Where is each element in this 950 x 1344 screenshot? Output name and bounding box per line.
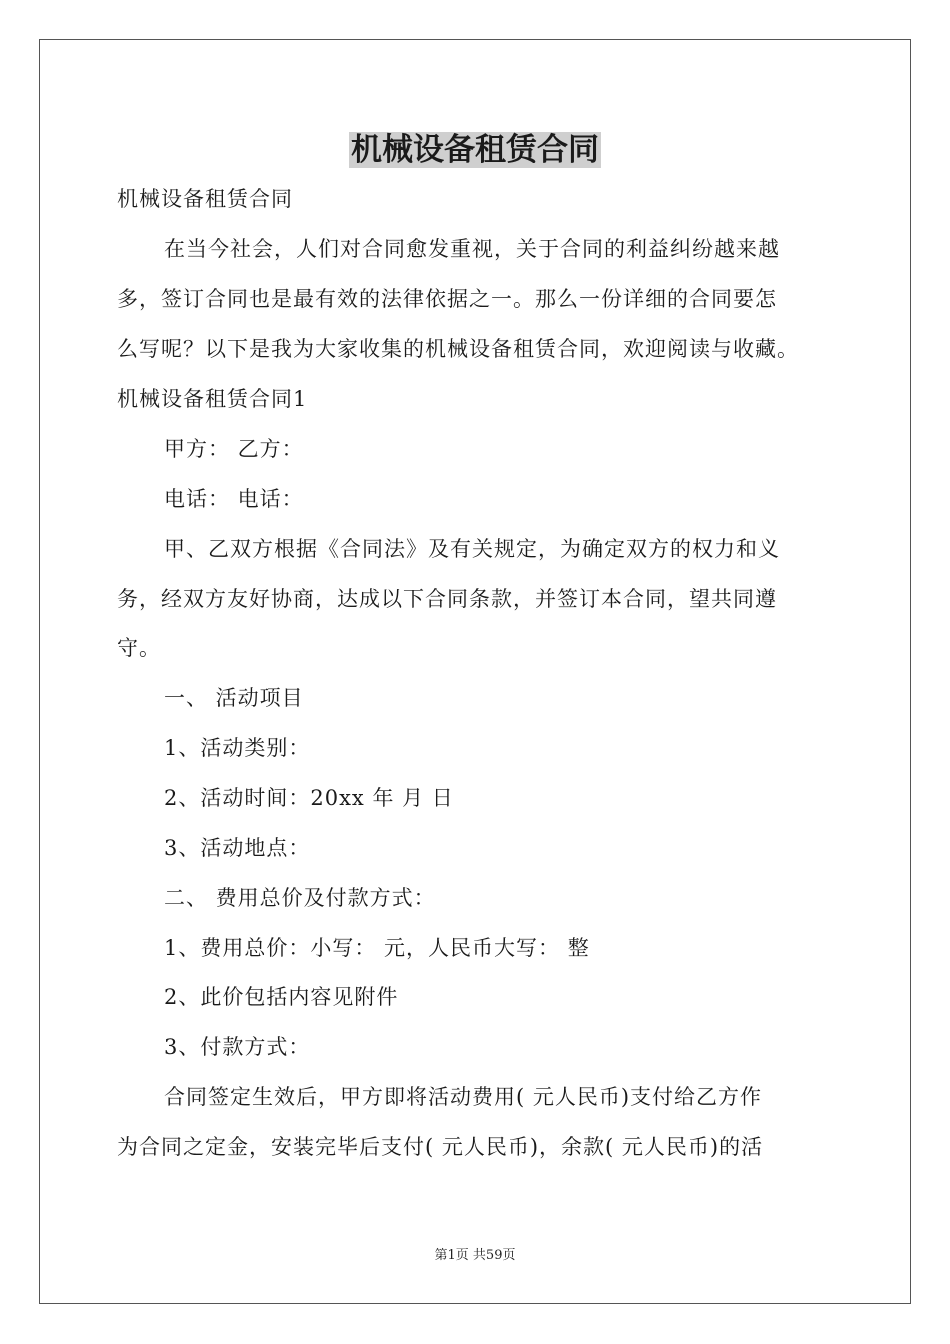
paragraph-line: 合同签定生效后，甲方即将活动费用( 元人民币)支付给乙方作 (164, 1085, 763, 1109)
phone-line: 电话： 电话： (164, 487, 304, 511)
clause-item: 2、活动时间：20xx 年 月 日 (164, 786, 454, 810)
paragraph-line: 在当今社会，人们对合同愈发重视，关于合同的利益纠纷越来越 (164, 237, 780, 261)
paragraph-line: 守。 (117, 636, 161, 660)
document-title (0, 128, 950, 172)
paragraph-line: 多，签订合同也是最有效的法律依据之一。那么一份详细的合同要怎 (117, 287, 777, 311)
clause-item: 1、费用总价：小写： 元，人民币大写： 整 (164, 936, 590, 960)
clause-item: 1、活动类别： (164, 736, 311, 760)
party-line: 甲方： 乙方： (164, 437, 304, 461)
clause-heading: 一、 活动项目 (164, 686, 304, 710)
subtitle-line: 机械设备租赁合同 (117, 187, 293, 211)
page-border (39, 39, 911, 1304)
paragraph-line: 甲、乙双方根据《合同法》及有关规定，为确定双方的权力和义 (164, 537, 780, 561)
clause-item: 2、此价包括内容见附件 (164, 985, 399, 1009)
page-number-footer: 第1页 共59页 (434, 1248, 516, 1263)
clause-heading: 二、 费用总价及付款方式： (164, 886, 436, 910)
paragraph-line: 务，经双方友好协商，达成以下合同条款，并签订本合同，望共同遵 (117, 587, 777, 611)
paragraph-line: 么写呢？以下是我为大家收集的机械设备租赁合同，欢迎阅读与收藏。 (117, 337, 799, 361)
paragraph-line: 为合同之定金，安装完毕后支付( 元人民币)，余款( 元人民币)的活 (117, 1135, 764, 1159)
section-heading: 机械设备租赁合同1 (117, 387, 308, 411)
clause-item: 3、付款方式： (164, 1035, 311, 1059)
clause-item: 3、活动地点： (164, 836, 311, 860)
document-title-text: 机械设备租赁合同 (351, 132, 599, 168)
